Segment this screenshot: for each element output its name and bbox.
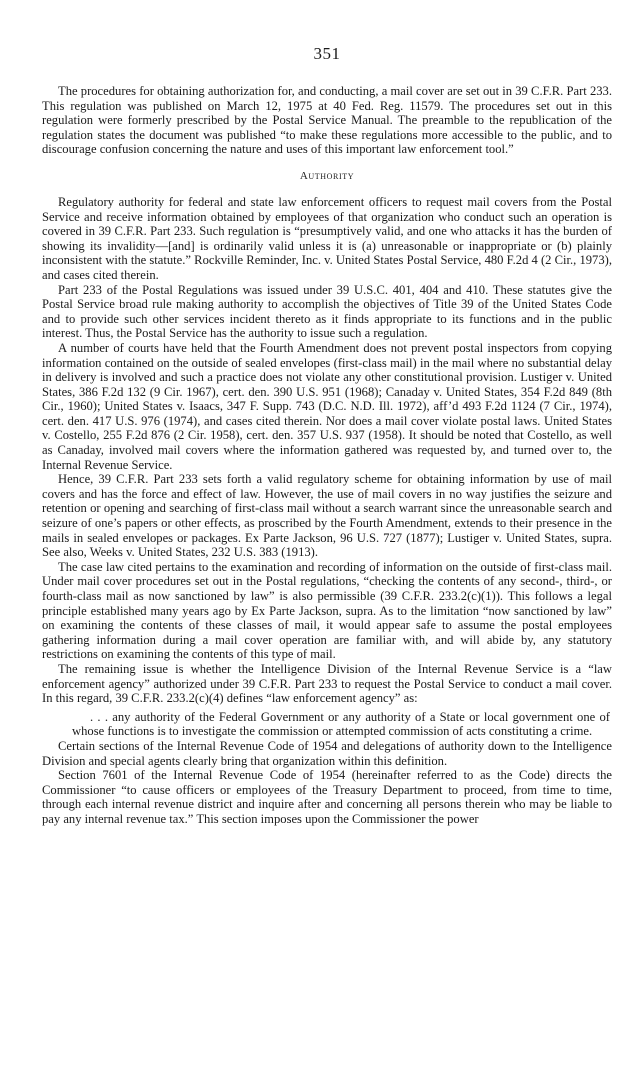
section-heading: Authority bbox=[299, 169, 355, 182]
page-number: 351 bbox=[313, 44, 341, 63]
paragraph-regulatory-scheme: Hence, 39 C.F.R. Part 233 sets forth a valid regulatory scheme for obtaining information by use of mail covers and has the force and effect of law. However, the use of mail covers in no way justifies the seizure and retention or opening and searching of first-class mail without a search warrant since the unreasonable search and seizure of one’s papers or other effects, as proscribed by the Fourth Amendment, extends to their presence in the mails in sealed envelopes or packages. Ex Parte Jackson, 96 U.S. 727 (1877); Lustiger v. United States, supra. See also, Weeks v. United States, 232 U.S. 383 (1913). bbox=[42, 472, 612, 560]
paragraph-intro: The procedures for obtaining authorization for, and conducting, a mail cover are set out in 39 C.F.R. Part 233. This regulation was published on March 12, 1975 at 40 Fed. Reg. 11579. The procedures set out in this regulation were formerly prescribed by the Postal Service Manual. The preamble to the republication of the regulation states the document was published “to make these regulations more accessible to the public, and to discourage confusion concerning the nature and uses of this important law enforcement tool.” bbox=[42, 84, 612, 157]
paragraph-code-sections: Certain sections of the Internal Revenue Code of 1954 and delegations of authority down to the Intelligence Division and special agents clearly bring that organization within this definition. bbox=[42, 738, 612, 768]
document-page bbox=[42, 0, 612, 827]
paragraph-regulatory-authority: Regulatory authority for federal and state law enforcement officers to request mail covers from the Postal Service and receive information obtained by employees of that organization who conduct such an operation is covered in 39 C.F.R. Part 233. Such regulation is “presumptively valid, and one who attacks it has the burden of showing its invalidity—[and] is ordinarily valid unless it is (a) unreasonable or inappropriate or (b) plainly inconsistent with the statute.” Rockville Reminder, Inc. v. United States Postal Service, 480 F.2d 4 (2 Cir., 1973), and cases cited therein. bbox=[42, 194, 612, 282]
paragraph-part-233: Part 233 of the Postal Regulations was issued under 39 U.S.C. 401, 404 and 410. These statutes give the Postal Service broad rule making authority to accomplish the objectives of Title 39 of the United States Code and to provide such other services incident thereto as it finds appropriate to its functions and in the public interest. Thus, the Postal Service has the authority to issue such a regulation. bbox=[42, 282, 612, 341]
paragraph-case-law: The case law cited pertains to the examination and recording of information on the outside of first-class mail. Under mail cover procedures set out in the Postal regulations, “checking the contents of any second-, third-, or fourth-class mail as now sanctioned by law” is also permissible (39 C.F.R. 233.2(c)(1)). This follows a legal principle established many years ago by Ex Parte Jackson, supra. As to the limitation “now sanctioned by law” on examining the contents of these classes of mail, it would appear safe to assume the postal employees gathering information during a mail cover operation are familiar with, and will abide by, any statutory restrictions on examining the contents of this type of mail. bbox=[42, 559, 612, 662]
paragraph-fourth-amendment: A number of courts have held that the Fourth Amendment does not prevent postal inspectors from copying information contained on the outside of sealed envelopes (first-class mail) in the mail where no substantial delay in delivery is involved and such a practice does not violate any other constitutional provision. Lustiger v. United States, 386 F.2d 132 (9 Cir. 1967), cert. den. 390 U.S. 951 (1968); Canaday v. United States, 354 F.2d 849 (8th Cir., 1960); United States v. Isaacs, 347 F. Supp. 743 (D.C. N.D. Ill. 1972), aff’d 493 F.2d 1124 (7 Cir., 1974), cert. den. 417 U.S. 976 (1974), and cases cited therein. Nor does a mail cover violate postal laws. United States v. Costello, 255 F.2d 876 (2 Cir. 1958), cert. den. 357 U.S. 937 (1958). It should be noted that Costello, as well as Canaday, involved mail covers where the information gathered was requested by, and turned over to, the Internal Revenue Service. bbox=[42, 340, 612, 472]
paragraph-section-7601: Section 7601 of the Internal Revenue Code of 1954 (hereinafter referred to as the Code) directs the Commissioner “to cause officers or employees of the Treasury Department to proceed, from time to time, through each internal revenue district and inquire after and concerning all persons therein who may be liable to pay any internal revenue tax.” This section imposes upon the Commissioner the power bbox=[42, 768, 612, 826]
paragraph-remaining-issue: The remaining issue is whether the Intelligence Division of the Internal Revenue Service is a “law enforcement agency” authorized under 39 C.F.R. Part 233 to request the Postal Service to conduct a mail cover. In this regard, 39 C.F.R. 233.2(c)(4) defines “law enforcement agency” as: bbox=[42, 661, 612, 706]
block-quote-definition: . . . any authority of the Federal Government or any authority of a State or local government one of whose functions is to investigate the commission or attempted commission of acts constituting a crime. bbox=[72, 709, 610, 739]
